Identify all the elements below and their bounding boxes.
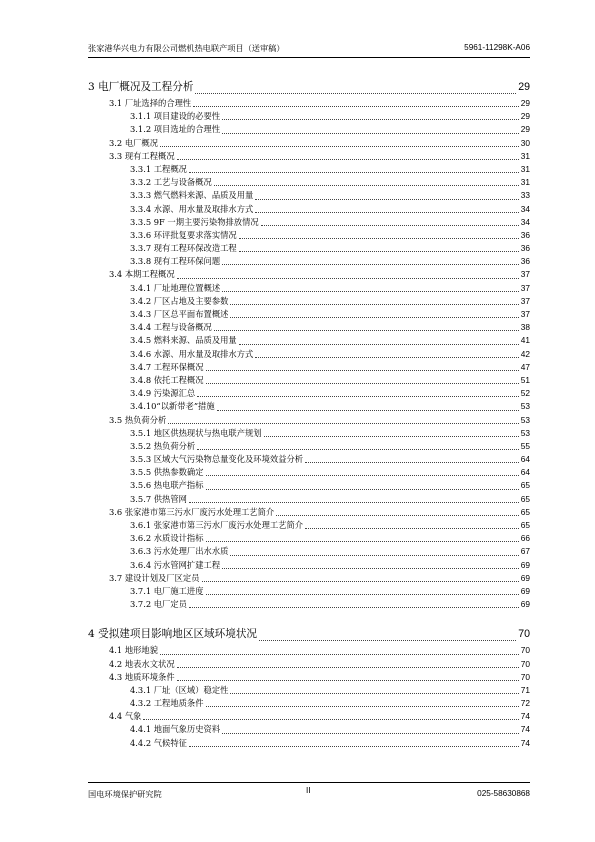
toc-dot-leader — [189, 501, 519, 503]
toc-entry-title: 3.7.2 电厂定员 — [130, 599, 187, 610]
toc-dot-leader — [305, 461, 519, 463]
toc-entry[interactable] — [88, 684, 530, 697]
toc-entry-page: 71 — [520, 684, 530, 695]
page-header — [88, 41, 530, 55]
toc-dot-leader — [206, 540, 519, 542]
toc-dot-leader — [168, 422, 518, 424]
toc-entry-page: 66 — [520, 533, 530, 544]
toc-entry-title: 3.4.7 工程环保概况 — [130, 361, 204, 372]
toc-entry[interactable] — [88, 658, 530, 671]
toc-entry-title: 3.3.3 燃气燃料来源、品质及用量 — [130, 190, 254, 201]
toc-dot-leader — [177, 158, 519, 160]
toc-dot-leader — [160, 145, 519, 147]
toc-entry-title: 3.3.4 水源、用水量及取排水方式 — [130, 203, 254, 214]
toc-entry-page: 53 — [520, 427, 530, 438]
toc-entry-page: 74 — [520, 737, 530, 748]
toc-entry[interactable] — [88, 506, 530, 519]
toc-entry-title: 3.4.2 厂区占地及主要参数 — [130, 295, 229, 306]
toc-entry-page: 70 — [520, 658, 530, 669]
toc-entry-title: 3.4 本期工程概况 — [109, 269, 175, 280]
toc-entry[interactable] — [88, 644, 530, 657]
toc-entry[interactable] — [88, 400, 530, 413]
toc-entry-title: 3.6.2 水质设计指标 — [130, 533, 204, 544]
toc-entry-title: 3.7.1 电厂施工进度 — [130, 585, 204, 596]
toc-dot-leader — [160, 653, 519, 655]
toc-entry[interactable] — [88, 282, 530, 295]
toc-entry-title: 4.4 气象 — [109, 711, 142, 722]
toc-dot-leader — [239, 237, 519, 239]
footer-phone: 025-58630868 — [477, 789, 530, 798]
toc-dot-leader — [230, 692, 518, 694]
toc-entry-title: 3.4.1 厂址地理位置概述 — [130, 282, 221, 293]
toc-entry-page: 37 — [520, 282, 530, 293]
toc-entry-title: 3.4.3 厂区总平面布置概述 — [130, 309, 229, 319]
toc-entry-page: 41 — [520, 335, 530, 346]
toc-entry-page: 31 — [520, 150, 530, 161]
toc-dot-leader — [217, 409, 519, 411]
toc-dot-leader — [222, 132, 519, 134]
toc-entry[interactable] — [88, 519, 530, 532]
toc-entry-page: 34 — [520, 216, 530, 227]
toc-dot-leader — [230, 554, 518, 556]
toc-entry-page: 29 — [520, 124, 530, 135]
toc-entry[interactable] — [88, 295, 530, 308]
toc-entry-page: 33 — [520, 190, 530, 201]
toc-entry-page: 74 — [520, 724, 530, 735]
footer-rule — [88, 782, 530, 783]
toc-entry-title: 3.5.1 地区供热现状与热电联产规划 — [130, 427, 262, 438]
toc-dot-leader — [239, 343, 519, 345]
toc-entry-page: 70 — [520, 671, 530, 682]
toc-entry-title: 3.3.5 9F 一期主要污染物排放情况 — [130, 216, 259, 227]
toc-entry-page: 42 — [520, 348, 530, 359]
toc-dot-leader — [214, 184, 519, 186]
toc-entry[interactable] — [88, 242, 530, 255]
toc-entry-title: 3.4.8 依托工程概况 — [130, 374, 204, 385]
toc-entry[interactable] — [88, 348, 530, 361]
toc-entry-title: 3.3.2 工艺与设备概况 — [130, 177, 212, 188]
toc-entry-title: 3.1 厂址选择的合理性 — [109, 98, 192, 108]
toc-entry[interactable] — [88, 723, 530, 736]
toc-dot-leader — [189, 606, 519, 608]
toc-entry-page: 30 — [520, 137, 530, 148]
toc-dot-leader — [202, 580, 519, 582]
footer-organization: 国电环境保护研究院 — [88, 789, 162, 799]
toc-dot-leader — [259, 639, 516, 641]
toc-dot-leader — [214, 329, 519, 331]
toc-entry-page: 36 — [520, 243, 530, 254]
toc-dot-leader — [206, 474, 519, 476]
toc-dot-leader — [276, 514, 519, 516]
toc-entry[interactable] — [88, 137, 530, 150]
toc-entry-page: 65 — [520, 506, 530, 517]
toc-entry-page: 67 — [520, 546, 530, 557]
toc-dot-leader — [206, 369, 519, 371]
toc-dot-leader — [206, 593, 519, 595]
toc-entry-page: 55 — [520, 440, 530, 451]
toc-entry-page: 29 — [520, 111, 530, 122]
toc-entry-title: 3.3.7 现有工程环保改造工程 — [130, 243, 237, 254]
toc-entry[interactable] — [88, 710, 530, 723]
toc-entry[interactable] — [88, 216, 530, 229]
toc-entry[interactable] — [88, 123, 530, 136]
toc-entry-page: 69 — [520, 599, 530, 610]
toc-entry-title: 3.4.10“以新带老”措施 — [130, 401, 215, 412]
footer-page-number: II — [306, 786, 311, 795]
toc-entry[interactable] — [88, 387, 530, 400]
toc-dot-leader — [177, 277, 519, 279]
toc-entry[interactable] — [88, 110, 530, 123]
toc-entry-title: 3.5.7 供热管网 — [130, 493, 187, 504]
page-footer — [88, 787, 530, 801]
toc-entry[interactable] — [88, 176, 530, 189]
toc-dot-leader — [255, 211, 518, 213]
toc-entry-title: 3.5.2 热负荷分析 — [130, 440, 196, 451]
toc-entry-title: 3.3 现有工程概况 — [109, 150, 175, 161]
toc-entry-page: 74 — [520, 711, 530, 722]
toc-entry-title: 4.4.1 地面气象历史资料 — [130, 724, 221, 735]
toc-entry-page: 36 — [520, 229, 530, 240]
toc-dot-leader — [197, 448, 519, 450]
toc-dot-leader — [189, 745, 519, 747]
toc-entry[interactable] — [88, 150, 530, 163]
toc-entry[interactable] — [88, 466, 530, 479]
toc-dot-leader — [222, 118, 519, 120]
toc-entry-page: 52 — [520, 388, 530, 399]
toc-entry[interactable] — [88, 572, 530, 585]
toc-entry[interactable] — [88, 255, 530, 268]
toc-entry[interactable] — [88, 334, 530, 347]
toc-entry-page: 34 — [520, 203, 530, 214]
toc-dot-leader — [206, 488, 519, 490]
toc-dot-leader — [195, 92, 516, 94]
toc-entry-page: 72 — [520, 698, 530, 709]
toc-dot-leader — [222, 263, 519, 265]
toc-entry[interactable] — [88, 308, 530, 321]
toc-entry-page: 37 — [520, 269, 530, 280]
toc-entry[interactable] — [88, 203, 530, 216]
toc-entry[interactable] — [88, 229, 530, 242]
toc-entry[interactable] — [88, 268, 530, 281]
toc-entry-page: 29 — [518, 81, 530, 93]
toc-dot-leader — [193, 105, 519, 107]
toc-dot-leader — [255, 198, 518, 200]
toc-dot-leader — [206, 705, 519, 707]
toc-entry[interactable] — [88, 493, 530, 506]
toc-entry[interactable] — [88, 737, 530, 750]
toc-entry[interactable] — [88, 427, 530, 440]
toc-entry-title: 3.5 热负荷分析 — [109, 414, 167, 425]
toc-entry[interactable] — [88, 671, 530, 684]
toc-entry-page: 29 — [520, 98, 530, 108]
toc-entry[interactable] — [88, 414, 530, 427]
toc-entry[interactable] — [88, 78, 530, 97]
toc-dot-leader — [222, 290, 519, 292]
toc-entry-title: 3.6.4 污水管网扩建工程 — [130, 559, 221, 570]
toc-entry-page: 70 — [518, 628, 530, 641]
toc-entry-title: 4.3.2 工程地质条件 — [130, 698, 204, 709]
table-of-contents — [88, 78, 530, 750]
toc-entry-title: 3.3.6 环评批复要求落实情况 — [130, 229, 237, 240]
toc-entry[interactable] — [88, 453, 530, 466]
toc-dot-leader — [143, 718, 518, 720]
toc-entry-title: 3.5.5 供热参数确定 — [130, 467, 204, 478]
toc-dot-leader — [206, 382, 519, 384]
toc-entry[interactable] — [88, 559, 530, 572]
toc-dot-leader — [222, 567, 519, 569]
toc-dot-leader — [264, 435, 519, 437]
toc-entry-title: 3.6.1 张家港市第三污水厂废污水处理工艺简介 — [130, 520, 304, 530]
toc-entry-title: 3.1.2 项目选址的合理性 — [130, 124, 221, 135]
toc-entry-page: 69 — [520, 572, 530, 583]
toc-entry-page: 69 — [520, 559, 530, 570]
toc-dot-leader — [177, 666, 519, 668]
header-document-number: 5961-11298K-A06 — [464, 43, 530, 52]
toc-entry-title: 4.3 地质环境条件 — [109, 671, 175, 682]
toc-dot-leader — [189, 171, 519, 173]
toc-dot-leader — [222, 732, 519, 734]
toc-entry-title: 3.5.6 热电联产指标 — [130, 480, 204, 491]
toc-entry-page: 51 — [520, 374, 530, 385]
toc-entry-page: 53 — [520, 401, 530, 412]
toc-dot-leader — [261, 224, 519, 226]
toc-entry-title: 3.4.4 工程与设备概况 — [130, 322, 212, 333]
toc-dot-leader — [239, 250, 519, 252]
toc-entry[interactable] — [88, 189, 530, 202]
toc-entry-title: 3.4.6 水源、用水量及取排水方式 — [130, 348, 254, 359]
toc-entry[interactable] — [88, 163, 530, 176]
toc-entry-page: 64 — [520, 454, 530, 465]
toc-entry-page: 36 — [520, 256, 530, 267]
toc-entry-page: 65 — [520, 520, 530, 530]
header-rule — [88, 57, 530, 58]
toc-entry-title: 3.4.9 污染源汇总 — [130, 388, 196, 399]
toc-entry-title: 3.6.3 污水处理厂出水水质 — [130, 546, 229, 557]
toc-entry-page: 31 — [520, 163, 530, 174]
toc-entry-title: 3.3.1 工程概况 — [130, 163, 187, 174]
toc-entry-page: 53 — [520, 414, 530, 425]
toc-entry[interactable] — [88, 585, 530, 598]
toc-entry[interactable] — [88, 97, 530, 110]
toc-entry[interactable] — [88, 625, 530, 644]
toc-entry[interactable] — [88, 361, 530, 374]
toc-entry-page: 31 — [520, 177, 530, 188]
toc-entry[interactable] — [88, 374, 530, 387]
toc-dot-leader — [197, 395, 519, 397]
toc-entry-title: 4 受拟建项目影响地区区域环境状况 — [88, 628, 258, 641]
toc-entry[interactable] — [88, 532, 530, 545]
toc-entry-page: 47 — [520, 361, 530, 372]
toc-entry-page: 37 — [520, 295, 530, 306]
toc-entry-title: 3.2 电厂概况 — [109, 137, 159, 148]
toc-dot-leader — [230, 303, 518, 305]
toc-dot-leader — [177, 679, 519, 681]
toc-entry-title: 4.4.2 气候特征 — [130, 737, 187, 748]
toc-entry-page: 70 — [520, 645, 530, 656]
toc-entry-title: 4.3.1 厂址（区域）稳定性 — [130, 684, 229, 695]
toc-dot-leader — [305, 527, 519, 529]
toc-entry[interactable] — [88, 479, 530, 492]
toc-entry-page: 38 — [520, 322, 530, 333]
header-project-title: 张家港华兴电力有限公司燃机热电联产项目（送审稿） — [88, 43, 285, 53]
toc-entry-title: 3.6 张家港市第三污水厂废污水处理工艺简介 — [109, 506, 275, 517]
toc-entry-title: 3.7 建设计划及厂区定员 — [109, 572, 200, 583]
toc-entry-page: 69 — [520, 585, 530, 596]
toc-entry[interactable] — [88, 440, 530, 453]
toc-dot-leader — [230, 316, 518, 318]
toc-entry[interactable] — [88, 598, 530, 611]
toc-entry-title: 3.3.8 现有工程环保问题 — [130, 256, 221, 267]
toc-entry-page: 65 — [520, 493, 530, 504]
toc-entry-title: 4.1 地形地貌 — [109, 645, 159, 656]
toc-entry-page: 37 — [520, 309, 530, 319]
toc-entry-page: 65 — [520, 480, 530, 491]
toc-entry-title: 3.1.1 项目建设的必要性 — [130, 111, 221, 122]
toc-entry[interactable] — [88, 545, 530, 558]
toc-entry-title: 4.2 地表水文状况 — [109, 658, 175, 669]
toc-entry[interactable] — [88, 321, 530, 334]
toc-dot-leader — [255, 356, 518, 358]
toc-entry-title: 3 电厂概况及工程分析 — [88, 81, 194, 93]
toc-entry-title: 3.5.3 区域大气污染物总量变化及环境效益分析 — [130, 454, 304, 465]
toc-entry[interactable] — [88, 697, 530, 710]
toc-entry-title: 3.4.5 燃料来源、品质及用量 — [130, 335, 237, 346]
toc-entry-page: 64 — [520, 467, 530, 478]
